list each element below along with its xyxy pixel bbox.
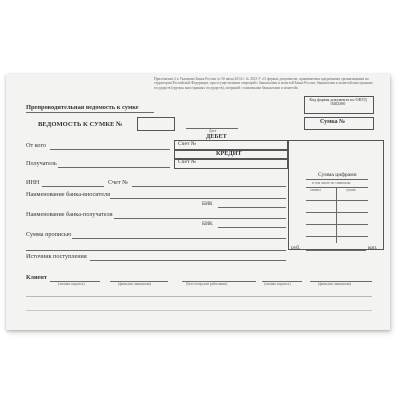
kop-line[interactable]	[306, 250, 366, 251]
sheet-title: ВЕДОМОСТЬ К СУМКЕ №	[38, 121, 123, 128]
debit-account-label: Счет №	[178, 141, 197, 147]
appendix-note: Приложение 2 к Указанию Банка России от 30 июля 2014 г. № 3352-У «О формах документов, применяемых кредитными организациями на территории Российской Федерации, при осуществлении операций с банкнотами и монетой Банка России, банкнотами и монетой иностранных государств (группы иностранных государств), операций с памятными банкнотами и монетой»	[154, 77, 373, 90]
amount-words-line-1[interactable]	[72, 238, 286, 239]
col-sum: сумма	[346, 188, 356, 192]
form-sheet	[6, 74, 390, 330]
from-whom-line[interactable]	[50, 149, 170, 150]
rub-label: руб.	[291, 245, 301, 251]
amount-words-line-2[interactable]	[26, 250, 286, 251]
issuer-bik-line[interactable]	[218, 207, 286, 208]
bottom-line-1	[26, 296, 372, 297]
credit-heading: КРЕДИТ	[216, 150, 242, 157]
recipient-bank-label: Наименование банка-получателя	[26, 211, 113, 218]
inn-line[interactable]	[42, 186, 104, 187]
sig2-caption: (фамилия, инициалы)	[118, 282, 152, 286]
bottom-line-2	[26, 310, 372, 311]
issuer-bik-label: БИК	[202, 201, 213, 207]
date-caption: Дата	[209, 129, 217, 133]
okud-code-text: Код формы документа по ОКУД 0402300	[309, 97, 367, 107]
sig5-caption: (фамилия, инициалы)	[318, 282, 352, 286]
amount-row-1	[306, 200, 368, 201]
amount-box-subtitle: в том числе по символам:	[312, 181, 352, 185]
amount-words-label: Сумма прописью	[26, 231, 72, 238]
amount-col-divider	[336, 187, 337, 243]
issuer-bank-line[interactable]	[110, 198, 286, 199]
inn-account-label: Счет №	[108, 179, 129, 186]
bag-number-box[interactable]	[137, 117, 175, 131]
kop-label: коп.	[368, 245, 378, 251]
recipient-bik-line[interactable]	[218, 227, 286, 228]
source-label: Источник поступления	[26, 253, 87, 260]
recipient-bik-label: БИК	[202, 221, 213, 227]
recipient-line[interactable]	[58, 167, 170, 168]
inn-account-line[interactable]	[132, 186, 286, 187]
inn-label: ИНН	[26, 179, 40, 186]
amount-digits-line	[306, 179, 368, 180]
form-title: Препроводительная ведомость к сумке	[26, 104, 139, 111]
recipient-label: Получатель	[26, 160, 57, 167]
client-label: Клиент	[26, 274, 47, 281]
from-whom-label: От кого	[26, 142, 46, 149]
sig4-caption: (личная подпись)	[264, 282, 291, 286]
debit-heading: ДЕБЕТ	[206, 133, 227, 140]
issuer-bank-label: Наименование банка-вносителя	[26, 191, 110, 198]
col-symbol: символ	[310, 188, 322, 192]
amount-row-4	[306, 236, 368, 237]
title-underline	[26, 112, 154, 113]
recipient-bank-line[interactable]	[114, 218, 286, 219]
bag-number-right-label: Сумка №	[320, 119, 346, 125]
credit-account-label: Счет №	[178, 159, 197, 165]
amount-row-2	[306, 212, 368, 213]
amount-row-3	[306, 224, 368, 225]
amount-box-title: Сумма цифрами	[318, 172, 357, 178]
source-line[interactable]	[90, 260, 286, 261]
sig1-caption: (личная подпись)	[58, 282, 85, 286]
sig3-caption: (бухгалтерские работники)	[186, 282, 228, 286]
